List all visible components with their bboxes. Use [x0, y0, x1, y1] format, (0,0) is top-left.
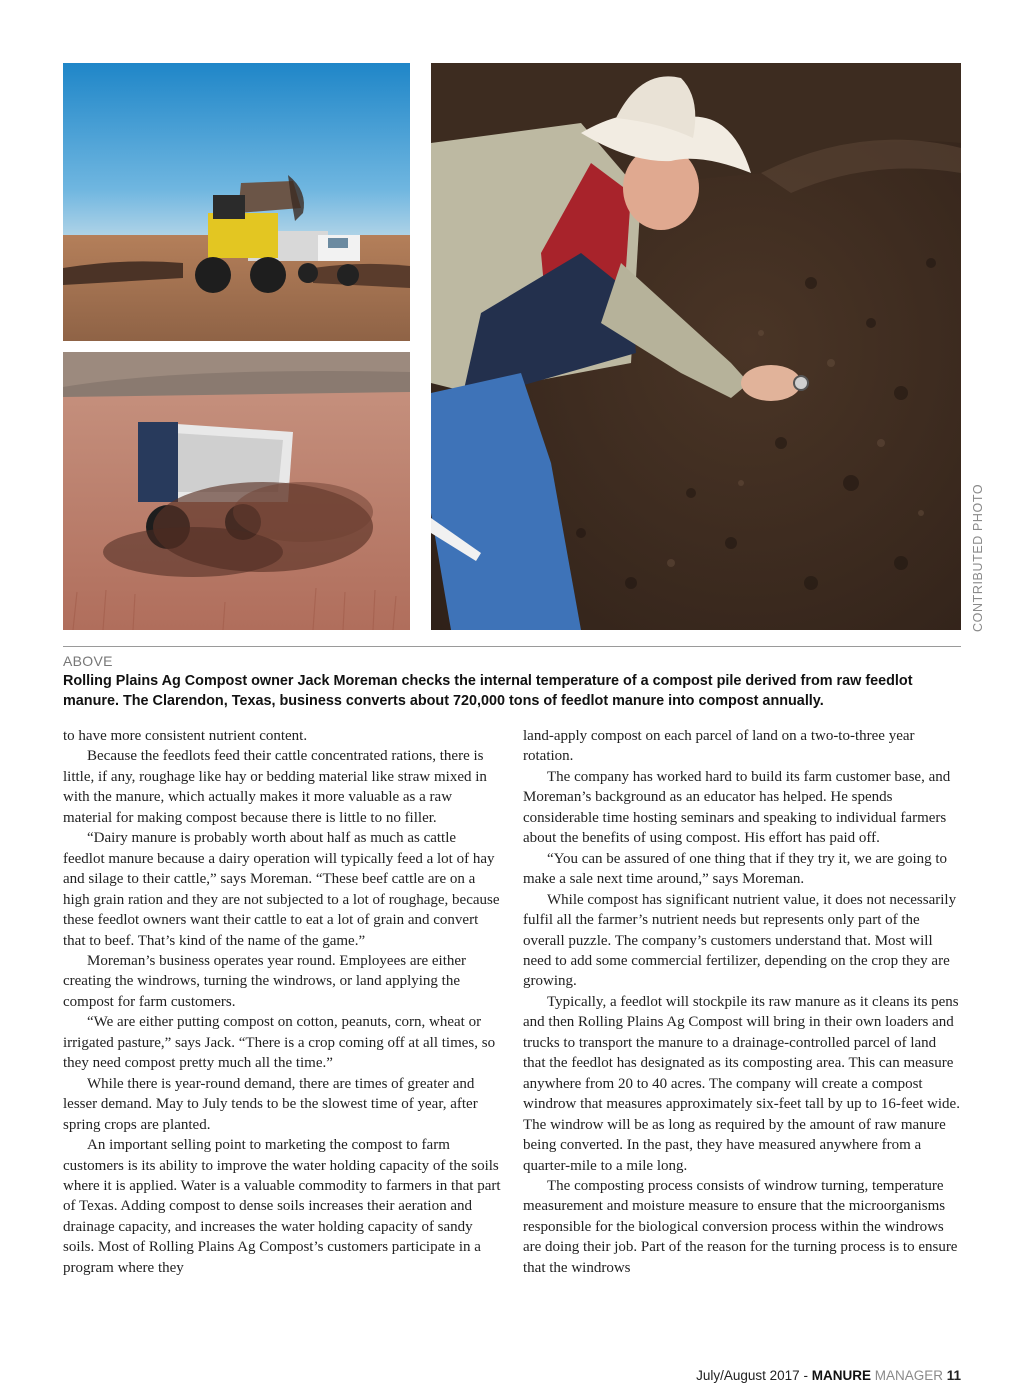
caption-text: Rolling Plains Ag Compost owner Jack Moreman checks the internal temperature of a compost pile derived from raw feedlot manure. The Clarendon, Texas, business converts about 720,000 tons of feedlot manure into compost annually. — [63, 673, 913, 709]
article-paragraph: Typically, a feedlot will stockpile its raw manure as it cleans its pens and then Rolling Plains Ag Compost will bring in their own loaders and trucks to transport the manure to a drainage-controlled parcel of land that the feedlot has designated as its composting area. This can measure anywhere from 20 to 40 acres. The company will create a compost windrow that measures approximately six-feet tall by up to 16-feet wide. The windrow will be as long as required by the amount of raw manure being converted. In the past, they have measured anywhere from a quarter-mile to a mile long. — [523, 993, 960, 1174]
article-left-column — [63, 726, 501, 1278]
article-paragraph: An important selling point to marketing the compost to farm customers is its ability to improve the water holding capacity of the soils where it is applied. Water is a valuable commodity to farmers in that part of Texas. Adding compost to dense soils increases their aeration and drainage capacity, and increases the water holding capacity of sandy soils. Most of Rolling Plains Ag Compost’s customers participate in a program where they — [63, 1137, 501, 1276]
article-paragraph: While there is year-round demand, there are times of greater and lesser demand. May to July tends to be the slowest time of year, after spring crops are planted. — [63, 1075, 478, 1133]
page-number: 11 — [946, 1368, 961, 1383]
footer-magazine-light: MANAGER — [870, 1368, 947, 1383]
spreader-field-photo — [63, 352, 410, 630]
article-paragraph: The composting process consists of windrow turning, temperature measurement and moisture measure to ensure that the microorganisms responsible for the biological conversion process within the windrows are doing their job. Part of the reason for the turning process is to ensure that the windrows — [523, 1177, 958, 1276]
article-paragraph: land-apply compost on each parcel of land on a two-to-three year rotation. — [523, 728, 915, 765]
loader-truck-photo — [63, 63, 410, 341]
article-paragraph: While compost has significant nutrient value, it does not necessarily fulfil all the farmer’s nutrient needs but represents only part of the overall puzzle. The company’s customers understand that. Most will need to add some commercial fertilizer, depending on the crop they are growing. — [523, 891, 957, 990]
article-paragraph: “Dairy manure is probably worth about half as much as cattle feedlot manure because a dairy operation will typically feed a lot of hay and silage to their cattle,” says Moreman. “These beef cattle are on a high grain ration and they are not subjected to a lot of roughage, because these feedlot owners want their cattle to eat a lot of grain and convert that to beef. That’s kind of the name of the game.” — [63, 830, 500, 949]
article-right-column — [523, 726, 961, 1278]
moreman-compost-photo — [431, 63, 961, 630]
article-paragraph: to have more consistent nutrient content. — [63, 728, 308, 744]
caption-rule — [63, 646, 961, 647]
article-paragraph: The company has worked hard to build its farm customer base, and Moreman’s background as an educator has helped. He spends considerable time hosting seminars and speaking to individual farmers about the benefits of using compost. His effort has paid off. — [523, 768, 951, 847]
caption-kicker: ABOVE — [63, 653, 113, 669]
page-footer — [696, 1368, 961, 1383]
article-paragraph: Moreman’s business operates year round. Employees are either creating the windrows, turning the windrows, or land applying the compost for farm customers. — [63, 952, 467, 1010]
article-paragraph: “We are either putting compost on cotton, peanuts, corn, wheat or irrigated pasture,” says Jack. “There is a crop coming off at all times, so they need compost pretty much all the time.” — [63, 1014, 496, 1072]
footer-magazine-bold: MANURE — [811, 1368, 871, 1383]
photo-credit: CONTRIBUTED PHOTO — [971, 483, 985, 632]
article-paragraph: “You can be assured of one thing that if they try it, we are going to make a sale next time around,” says Moreman. — [523, 850, 948, 888]
article-paragraph: Because the feedlots feed their cattle concentrated rations, there is little, if any, roughage like hay or bedding material like straw mixed in with the manure, which actually makes it more valuable as a raw material for making compost because there is little to no filler. — [63, 748, 487, 826]
footer-issue: July/August 2017 - — [696, 1368, 812, 1383]
